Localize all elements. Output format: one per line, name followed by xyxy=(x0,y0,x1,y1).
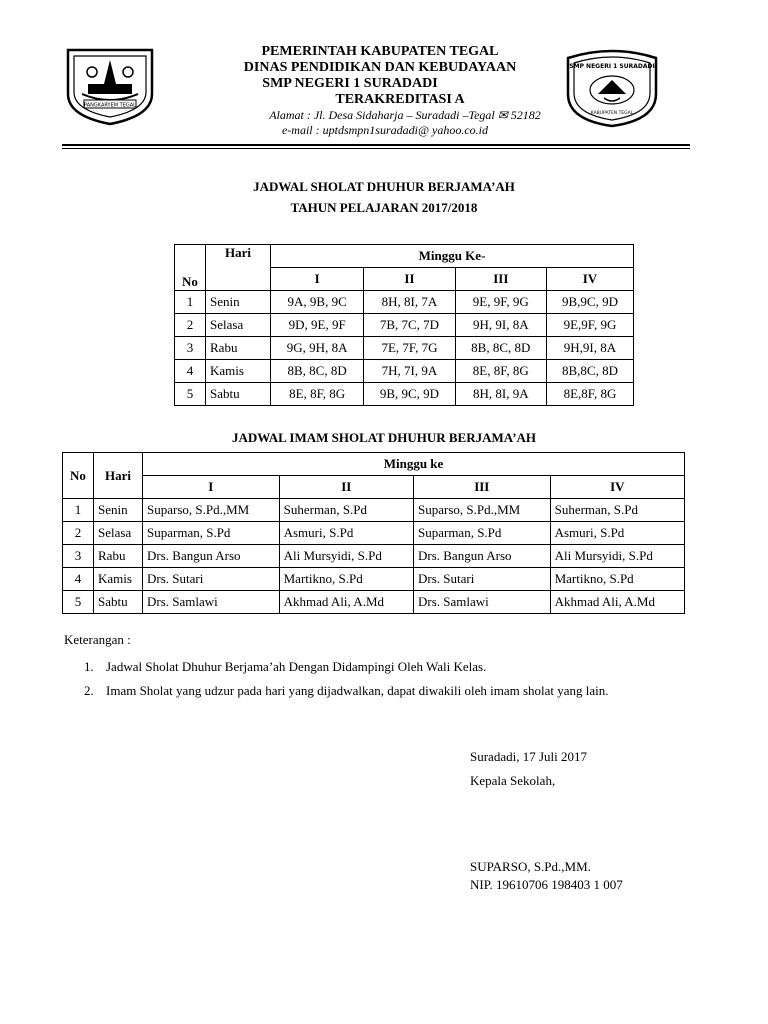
table-row xyxy=(63,591,685,614)
imam-cell: Akhmad Ali, A.Md xyxy=(550,591,684,614)
table-row xyxy=(63,522,685,545)
imam-week-1: I xyxy=(143,476,280,499)
imam-table xyxy=(62,452,685,614)
imam-cell: Suparman, S.Pd xyxy=(143,522,280,545)
imam-col-week: Minggu ke xyxy=(143,453,685,476)
schedule-cell: 7E, 7F, 7G xyxy=(364,337,455,360)
schedule-cell: 9H, 9I, 8A xyxy=(455,314,546,337)
schedule-cell: 9H,9I, 8A xyxy=(546,337,633,360)
schedule-cell-day: Sabtu xyxy=(206,383,271,406)
schedule-cell: 8B, 8C, 8D xyxy=(271,360,364,383)
schedule-cell: 9A, 9B, 9C xyxy=(271,291,364,314)
imam-cell: Suparso, S.Pd.,MM xyxy=(143,499,280,522)
notes-item-1-num: 1. xyxy=(84,659,94,674)
schedule-cell-no: 1 xyxy=(175,291,206,314)
notes-item-2-num: 2. xyxy=(84,683,94,698)
schedule-cell: 7B, 7C, 7D xyxy=(364,314,455,337)
imam-cell-day: Selasa xyxy=(94,522,143,545)
schedule-week-3: III xyxy=(455,268,546,291)
notes-heading: Keterangan : xyxy=(64,632,131,647)
schedule-cell: 8E,8F, 8G xyxy=(546,383,633,406)
schedule-cell: 8H, 8I, 7A xyxy=(364,291,455,314)
imam-cell-no: 2 xyxy=(63,522,94,545)
schedule-cell: 9G, 9H, 8A xyxy=(271,337,364,360)
imam-week-2: II xyxy=(279,476,413,499)
notes-item-2-text: Imam Sholat yang udzur pada hari yang dijadwalkan, dapat diwakili oleh imam sholat yang lain. xyxy=(106,683,609,698)
imam-cell: Suherman, S.Pd xyxy=(550,499,684,522)
schedule-cell-no: 5 xyxy=(175,383,206,406)
schedule-cell-day: Rabu xyxy=(206,337,271,360)
imam-cell: Drs. Bangun Arso xyxy=(413,545,550,568)
right-logo-text: SMP NEGERI 1 SURADADI xyxy=(569,63,655,70)
schedule-table xyxy=(174,244,634,406)
imam-cell: Drs. Samlawi xyxy=(413,591,550,614)
imam-cell: Suparso, S.Pd.,MM xyxy=(413,499,550,522)
signature-position: Kepala Sekolah, xyxy=(470,773,556,788)
schedule-cell: 8B, 8C, 8D xyxy=(455,337,546,360)
schedule-cell-day: Kamis xyxy=(206,360,271,383)
imam-cell: Ali Mursyidi, S.Pd xyxy=(279,545,413,568)
schedule-header-row xyxy=(175,245,634,268)
table-row xyxy=(175,360,634,383)
table-row xyxy=(63,545,685,568)
schedule-week-2: II xyxy=(364,268,455,291)
schedule-cell: 9E,9F, 9G xyxy=(546,314,633,337)
imam-cell: Martikno, S.Pd xyxy=(279,568,413,591)
imam-week-3: III xyxy=(413,476,550,499)
schedule-cell: 8B,8C, 8D xyxy=(546,360,633,383)
imam-cell: Drs. Sutari xyxy=(143,568,280,591)
table-row xyxy=(63,568,685,591)
schedule-cell: 9B, 9C, 9D xyxy=(364,383,455,406)
imam-cell: Ali Mursyidi, S.Pd xyxy=(550,545,684,568)
schedule-title: JADWAL SHOLAT DHUHUR BERJAMA’AH xyxy=(253,179,515,194)
schedule-week-1: I xyxy=(271,268,364,291)
imam-cell: Martikno, S.Pd xyxy=(550,568,684,591)
table-row xyxy=(63,499,685,522)
header-rule-thick xyxy=(62,144,690,146)
schedule-col-day: Hari xyxy=(206,245,271,291)
schedule-subtitle: TAHUN PELAJARAN 2017/2018 xyxy=(290,200,478,215)
schedule-col-no: No xyxy=(175,245,206,291)
schedule-cell: 7H, 7I, 9A xyxy=(364,360,455,383)
table-row xyxy=(175,314,634,337)
header-rule-thin xyxy=(62,148,690,149)
imam-cell-day: Rabu xyxy=(94,545,143,568)
schedule-col-week: Minggu Ke- xyxy=(271,245,634,268)
imam-col-day: Hari xyxy=(94,453,143,499)
schedule-cell: 9D, 9E, 9F xyxy=(271,314,364,337)
header-line-4: TERAKREDITASI A xyxy=(335,92,465,107)
schedule-cell: 8H, 8I, 9A xyxy=(455,383,546,406)
header-line-1: PEMERINTAH KABUPATEN TEGAL xyxy=(261,44,499,59)
imam-cell: Drs. Bangun Arso xyxy=(143,545,280,568)
signature-place-date: Suradadi, 17 Juli 2017 xyxy=(470,749,587,764)
schedule-cell: 8E, 8F, 8G xyxy=(271,383,364,406)
schedule-cell: 9B,9C, 9D xyxy=(546,291,633,314)
schedule-cell-no: 2 xyxy=(175,314,206,337)
signature-nip: NIP. 19610706 198403 1 007 xyxy=(470,877,623,892)
header-line-3: SMP NEGERI 1 SURADADI xyxy=(262,76,438,91)
imam-cell: Suparman, S.Pd xyxy=(413,522,550,545)
schedule-cell-day: Selasa xyxy=(206,314,271,337)
table-row xyxy=(175,291,634,314)
schedule-cell: 8E, 8F, 8G xyxy=(455,360,546,383)
imam-cell-no: 5 xyxy=(63,591,94,614)
imam-cell: Akhmad Ali, A.Md xyxy=(279,591,413,614)
schedule-cell-day: Senin xyxy=(206,291,271,314)
imam-col-no: No xyxy=(63,453,94,499)
imam-cell-day: Kamis xyxy=(94,568,143,591)
schedule-week-4: IV xyxy=(546,268,633,291)
schedule-cell: 9E, 9F, 9G xyxy=(455,291,546,314)
imam-cell-no: 1 xyxy=(63,499,94,522)
imam-cell-day: Sabtu xyxy=(94,591,143,614)
imam-week-4: IV xyxy=(550,476,684,499)
imam-cell-no: 4 xyxy=(63,568,94,591)
notes-item-1-text: Jadwal Sholat Dhuhur Berjama’ah Dengan Didampingi Oleh Wali Kelas. xyxy=(106,659,487,674)
left-logo-text: PANGKARYEM TEGAL xyxy=(84,102,136,109)
schedule-cell-no: 3 xyxy=(175,337,206,360)
header-email: e-mail : uptdsmpn1suradadi@ yahoo.co.id xyxy=(281,123,489,137)
right-logo-sub: KABUPATEN TEGAL xyxy=(590,111,634,116)
imam-cell: Asmuri, S.Pd xyxy=(279,522,413,545)
imam-cell: Drs. Sutari xyxy=(413,568,550,591)
imam-cell: Drs. Samlawi xyxy=(143,591,280,614)
schedule-cell-no: 4 xyxy=(175,360,206,383)
imam-cell: Suherman, S.Pd xyxy=(279,499,413,522)
imam-title: JADWAL IMAM SHOLAT DHUHUR BERJAMA’AH xyxy=(231,430,537,445)
table-row xyxy=(175,337,634,360)
imam-cell-day: Senin xyxy=(94,499,143,522)
signature-name: SUPARSO, S.Pd.,MM. xyxy=(470,859,591,874)
imam-cell: Asmuri, S.Pd xyxy=(550,522,684,545)
table-row xyxy=(175,383,634,406)
header-line-2: DINAS PENDIDIKAN DAN KEBUDAYAAN xyxy=(243,60,517,75)
imam-cell-no: 3 xyxy=(63,545,94,568)
imam-weeks-row xyxy=(63,476,685,499)
imam-header-row xyxy=(63,453,685,476)
header-address: Alamat : Jl. Desa Sidaharja – Suradadi –Tegal ✉ 52182 xyxy=(269,108,541,122)
